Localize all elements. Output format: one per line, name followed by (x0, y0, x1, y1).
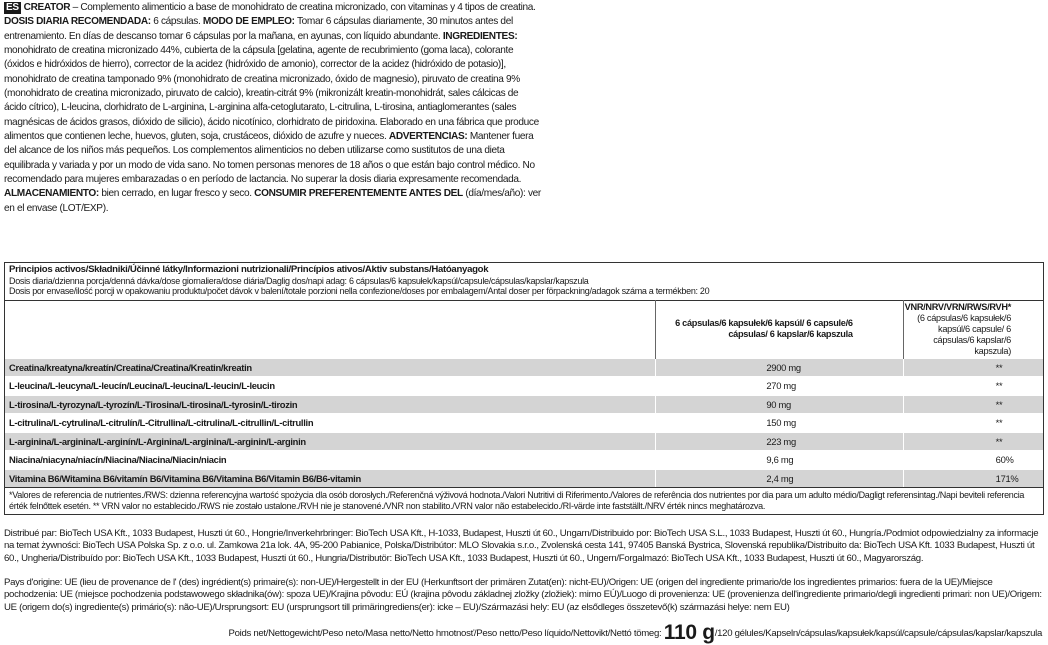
column-headers (5, 300, 1043, 358)
warnings-text: Mantener fuera del alcance de los niños más pequeños. Los complementos alimenticios no deben utilizarse como sustitutos de una dieta equilibrada y variada y por un modo de vida sano. No tomen personas menores de 18 años o que están bajo control médico. No recomendado para mujeres embarazadas o en período de lactancia. No superar la dosis diaria expresamente recomendada. (4, 131, 535, 186)
nutrient-amount: 2,4 mg (656, 469, 903, 487)
table-row (5, 377, 1043, 396)
nutrient-name: L-leucina/L-leucyna/L-leucín/Leucina/L-leucina/L-leucin/L-leucin (5, 377, 656, 396)
nutrient-name: Vitamina B6/Witamina B6/vitamín B6/Vitamina B6/Vitamina B6/Vitamin B6/B6-vitamin (5, 469, 656, 487)
storage-text: bien cerrado, en lugar fresco y seco. (98, 188, 255, 200)
dose-heading: DOSIS DIARIA RECOMENDADA: (4, 16, 151, 28)
table-row (5, 469, 1043, 487)
nutrient-reference: 171% (903, 469, 1043, 487)
nutrient-name: L-citrulina/L-cytrulina/L-citrulín/L-Citrullina/L-citrulina/L-citrullin/L-citrullin (5, 414, 656, 433)
ingredients-text: monohidrato de creatina micronizado 44%, cubierta de la cápsula [gelatina, agente de recubrimiento (goma laca), colorante (óxidos e hidróxidos de hierro), corrector de la acidez (hidróxido de amonio), corrector de la acidez (hidróxido de potasio)], monohidrato de creatina tamponado 9% (monohidrato de creatina micronizado, óxido de magnesio), piruvato de creatina 9% (monohidrato de creatina micronizado, piruvato de calcio), kreatin-citrát 9% (mikronizált kreatin-monohidrát, sales cálcicas de ácido cítrico), L-leucina, clorhidrato de L-arginina, L-arginina alfa-cetoglutarato, L-citrulina, L-tirosina, antiaglomerantes (sales magnésicas de ácidos grasos, dióxido de silicio), ácido nicotínico, clorhidrato de piridoxina. Elaborado en una fábrica que produce alimentos que contienen leche, huevos, gluten, soja, crustáceos, dióxido de azufre y nueces. (4, 45, 539, 143)
table-row (5, 414, 1043, 433)
dose-text: 6 cápsulas. (150, 16, 203, 28)
nutrient-amount: 2900 mg (656, 358, 903, 377)
table-row (5, 432, 1043, 451)
nutrient-reference: ** (903, 432, 1043, 451)
nutrition-values (5, 300, 1043, 488)
nutrient-name: L-tirosina/L-tyrozyna/L-tyrozín/L-Tirosina/L-tirosina/L-tyrosin/L-tirozin (5, 395, 656, 414)
nutrient-reference: ** (903, 395, 1043, 414)
nutrient-amount: 9,6 mg (656, 451, 903, 470)
nutrient-amount: 90 mg (656, 395, 903, 414)
nutrient-reference: ** (903, 358, 1043, 377)
table-row (5, 358, 1043, 377)
header-amount: 6 cápsulas/6 kapsułek/6 kapsúl/ 6 capsule/6 cápsulas/ 6 kapslar/6 kapszula (656, 300, 903, 358)
intro-text: – Complemento alimenticio a base de monohidrato de creatina micronizado, con vitaminas y 4 tipos de creatina. (70, 2, 536, 13)
nutrient-name: Niacina/niacyna/niacín/Niacina/Niacina/Niacin/niacin (5, 451, 656, 470)
net-weight (229, 621, 1043, 645)
nutrient-reference: ** (903, 377, 1043, 396)
net-weight-prefix: Poids net/Nettogewicht/Peso neto/Masa netto/Netto hmotnosť/Peso netto/Peso líquido/Nettovikt/Nettó tömeg: (228, 628, 664, 639)
nutrient-name: Creatina/kreatyna/kreatín/Creatina/Creatina/Kreatin/kreatin (5, 358, 656, 377)
header-name (5, 300, 656, 358)
serving-size: Dosis diaria/dzienna porcja/denná dávka/dose giornaliera/dose diária/Daglig dos/napi adag: 6 cápsulas/6 kapsułek/kapsúl/capsule/cápsulas/kapslar/kapszula (9, 275, 589, 286)
product-name: CREATOR (23, 2, 71, 13)
servings-per-pack: Dosis por envase/ilość porcji w opakowaniu produktu/počet dávok v balení/totale porzioni nella confezione/doses por embalagem/Antal doser per förpackning/adagok száma a termékben: 20 (9, 286, 710, 296)
nutrition-header (5, 263, 1043, 300)
best-before-heading: CONSUMIR PREFERENTEMENTE ANTES DEL (254, 188, 463, 200)
header-reference-line2: (6 cápsulas/6 kapsułek/6 kapsúl/6 capsule/ 6 cápsulas/6 kapslar/6 kapszula) (917, 312, 1011, 356)
nutrient-amount: 223 mg (656, 432, 903, 451)
best-before-text: (día/mes/año): ver en el envase (LOT/EXP). (4, 188, 541, 214)
spanish-label-text (4, 1, 541, 216)
nutrient-name: L-arginina/L-arginina/L-arginín/L-Arginina/L-arginina/L-arginin/L-arginin (5, 432, 656, 451)
usage-text: Tomar 6 cápsulas diariamente, 30 minutos antes del entrenamiento. En días de descanso tomar 6 cápsulas por la mañana, en ayunas, con líquido abundante. (4, 16, 513, 42)
header-reference (903, 300, 1043, 358)
origin-text: Pays d'origine: UE (lieu de provenance de l' (des) ingrédient(s) primaire(s): non-UE)/Hergestellt in der EU (Herkunftsort der primären Zutat(en): nicht-EU)/Origen: UE (origen del ingrediente primario/de los ingredientes primarios: fuera de la UE)/Miejsce pochodzenia: UE (miejsce pochodzenia podstawowego składnika(ów): spoza UE)/Krajina pôvodu: EÚ (krajina pôvodu základnej zložky (zložiek): mimo EÚ)/Luogo di provenienza: UE (provenienza dell'ingrediente primario/degli ingredienti primari: non UE)/Origem: UE (origem do(s) ingrediente(s) primário(s): não-UE)/Ursprungsort: EU (ursprungsort till primäringrediens(er): icke – EU)/Származási hely: EU (az elsődleges összetevő(k) származási helye: nem EU) (4, 577, 1042, 613)
nutrition-title: Principios activos/Składniki/Účinné látky/Informazioni nutrizionali/Princípios ativos/Aktiv substans/Hatóanyagok (9, 264, 489, 275)
language-badge: ES (6, 2, 19, 13)
nutrition-table (4, 262, 1044, 515)
nutrient-reference: ** (903, 414, 1043, 433)
table-row (5, 395, 1043, 414)
warnings-heading: ADVERTENCIAS: (388, 131, 468, 143)
header-reference-line1: VNR/NRV/VRN/RWS/RVH* (904, 301, 1011, 312)
net-weight-suffix: /120 gélules/Kapseln/cápsulas/kapsułek/kapsúl/capsule/cápsulas/kapslar/kapszula (714, 628, 1042, 639)
net-weight-value: 110 g (663, 621, 715, 644)
table-row (5, 451, 1043, 470)
nutrient-amount: 150 mg (656, 414, 903, 433)
nutrient-amount: 270 mg (656, 377, 903, 396)
nutrition-footnote: *Valores de referencia de nutrientes./RWS: dzienna referencyjna wartość spożycia dla osób dorosłych./Referenčná výživová hodnota./Valori Nutritivi di Riferimento./Valores de referência dos nutrientes por dia para um adulto médio/Dagligt referensintag./Napi beviteli referencia érték felnőttek esetén. ** VRN valor no establecido./RWS nie zostało ustalone./RVH nie je stanovené./VNR non stabilito./VRN valor não estabelecido./RI-värde inte fastställt./NRV érték nincs meghatározva. (5, 487, 1043, 514)
usage-heading: MODO DE EMPLEO: (202, 16, 295, 28)
storage-heading: ALMACENAMIENTO: (4, 188, 99, 200)
distributor-text: Distribué par: BioTech USA Kft., 1033 Budapest, Huszti út 60., Hongrie/Inverkehrbringer: BioTech USA Kft., H-1033, Budapest, Huszti út 60., Ungarn/Distribuido por: BioTech USA S.L., 1033 Budapest, Huszti út 60., Hungría./Podmiot odpowiedzialny za informacje na temat żywności: BioTech USA Polska Sp. z o.o. ul. Zamkowa 21a lok. 4A, 95-200 Pabianice, Polska/Distribútor: MLO Slovakia s.r.o., Zvolenská cesta 141, 97405 Banská Bystrica, Slovenská republika/Distribuito da: BioTech USA Kft. 1033 Budapest, Huszti út 60., Ungheria/Distribuído por: BioTech USA Kft., 1033 Budapest, Huszti út 60., Hungria/Distributör: BioTech USA Kft., 1033 Budapest, Huszti út 60., Ungern/Forgalmazó: BioTech USA Kft., 1033 Budapest, Huszti út 60., Magyarország. (4, 528, 1039, 564)
nutrient-reference: 60% (903, 451, 1043, 470)
ingredients-heading: INGREDIENTES: (442, 30, 518, 42)
